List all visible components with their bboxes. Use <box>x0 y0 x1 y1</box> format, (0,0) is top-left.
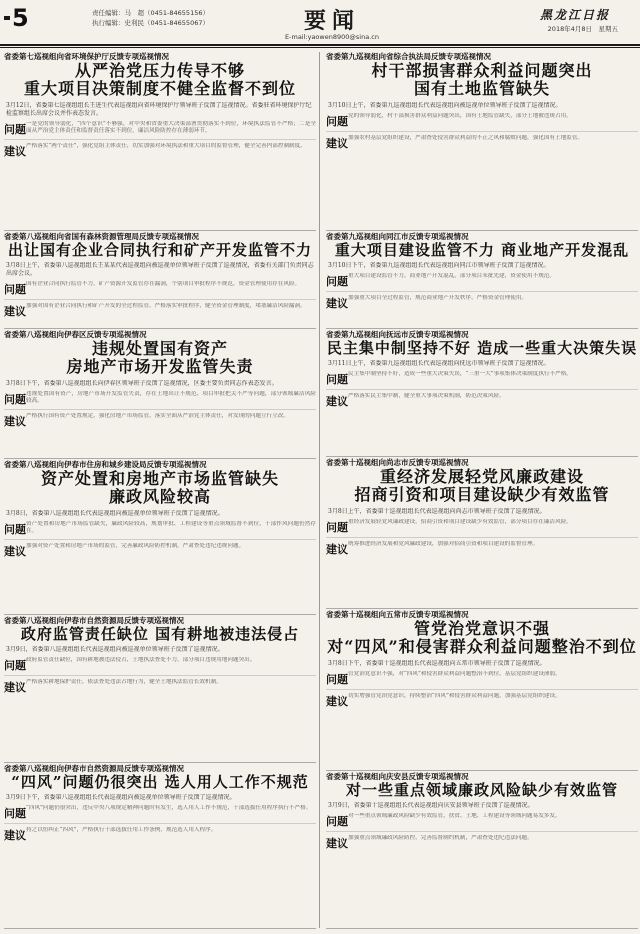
article-lead: 3月12日，省委第七巡视组组长王进生代表巡视组向省环境保护厅领导班子反馈了巡视情况。省委驻省环境保护厅纪检监察组长出席会议并作表态发言。 <box>6 101 312 117</box>
problem-body <box>348 813 638 829</box>
problem-label: 问题 <box>326 672 348 686</box>
article <box>326 330 638 457</box>
article-kicker: 省委第九巡视组向省综合执法局反馈专项巡视情况 <box>326 52 491 61</box>
suggestion-body <box>348 135 638 151</box>
problem-text: “四风”问题仍很突出，违反中央八项规定精神问题时有发生，选人用人工作不规范，干部选拔任用程序执行不严格。 <box>26 805 312 812</box>
article-subheadline: 房地产市场开发监管失责 <box>66 358 254 377</box>
suggestion-text: 严格落实民主集中制，健全重大事项决策机制，防范决策风险。 <box>348 393 505 400</box>
problem-text: 国有企业合同执行监管不力，矿产资源开发监管存在漏洞，个别项目审批程序不规范，资金管理使用存在风险。 <box>26 281 301 288</box>
section-divider <box>4 409 316 410</box>
section-divider <box>4 299 316 300</box>
suggestion-text: 切实增强管党治党意识，持续整治“四风”和侵害群众利益问题，加强基层党组织建设。 <box>348 692 561 699</box>
suggestion-block <box>4 303 316 319</box>
section-title: 要闻 <box>303 8 360 34</box>
problem-body <box>348 113 638 129</box>
suggestion-text: 加强重大项目全过程监管，规范商业地产开发秩序，严格资金管理使用。 <box>348 295 528 302</box>
page-number-mark <box>4 16 10 20</box>
problem-body <box>26 805 316 821</box>
article-headline: “四风”问题仍很突出 选人用人工作不规范 <box>11 774 309 791</box>
suggestion-block <box>4 679 316 695</box>
article <box>326 232 638 329</box>
article-headline: 出让国有企业合同执行和矿产开发监管不力 <box>7 242 312 259</box>
article-headline: 村干部损害群众利益问题突出 <box>371 62 593 80</box>
suggestion-body <box>348 295 638 311</box>
problem-label: 问题 <box>326 373 348 387</box>
article-kicker: 省委第八巡视组向伊春市自然资源局反馈专项巡视情况 <box>4 616 184 625</box>
suggestion-block <box>326 295 638 311</box>
problem-block <box>326 273 638 289</box>
page-number <box>4 4 50 32</box>
article-headline: 资产处置和房地产市场监管缺失 <box>40 470 279 488</box>
article-headline: 民主集中制坚持不好 造成一些重大决策失误 <box>326 340 638 357</box>
problem-label: 问题 <box>4 283 26 297</box>
suggestion-label: 建议 <box>326 395 348 409</box>
article-kicker: 省委第八巡视组向伊春区反馈专项巡视情况 <box>4 330 147 339</box>
problem-body <box>26 657 316 673</box>
article <box>326 772 638 929</box>
article-kicker: 省委第九巡视组向同江市反馈专项巡视情况 <box>326 232 469 241</box>
problem-block <box>326 113 638 129</box>
issue-date: 2018年4月8日 星期五 <box>547 25 618 33</box>
problem-text: 政府监管责任缺位，国有耕地被违法侵占，土地执法查处不力，部分项目违规用地问题突出。 <box>26 657 256 664</box>
suggestion-label: 建议 <box>326 837 348 851</box>
article-lead: 3月8日上午，省委第八巡视组组长王某某代表巡视组向被巡视单位领导班子反馈了巡视情况，省委有关部门负责同志出席会议。 <box>6 262 314 278</box>
problem-label: 问题 <box>326 114 348 128</box>
masthead: 黑龙江日报 <box>539 8 610 22</box>
problem-body <box>26 281 316 297</box>
article-kicker: 省委第十巡视组向五常市反馈专项巡视情况 <box>326 610 469 619</box>
problem-text: 管党治党意识不强，对“四风”和侵害群众利益问题整治不到位，基层党组织建设薄弱。 <box>348 670 561 677</box>
problem-block <box>326 813 638 829</box>
article <box>326 610 638 771</box>
article <box>4 232 316 329</box>
editor-line: 责任编辑：马 超（0451-84655156） <box>92 9 209 17</box>
problem-block <box>326 671 638 687</box>
article-kicker: 省委第九巡视组向抚远市反馈专项巡视情况 <box>326 330 469 339</box>
suggestion-block <box>4 827 316 843</box>
section-divider <box>4 539 316 540</box>
suggestion-body <box>26 543 316 559</box>
editor-credits <box>92 8 209 28</box>
suggestion-body <box>26 679 316 695</box>
suggestion-label: 建议 <box>326 694 348 708</box>
suggestion-label: 建议 <box>4 544 26 558</box>
suggestion-text: 加强对国有企业合同执行和矿产开发的全过程监管，严格落实审批程序，健全资金管理制度，堵塞廉洁风险漏洞。 <box>26 303 306 310</box>
suggestion-text: 严格落实耕地保护责任，依法查处违法占地行为，健全土地执法监管长效机制。 <box>26 679 222 686</box>
article-kicker: 省委第十巡视组向庆安县反馈专项巡视情况 <box>326 772 469 781</box>
suggestion-body <box>26 143 316 159</box>
suggestion-block <box>4 413 316 429</box>
problem-block <box>4 281 316 297</box>
section-divider <box>326 131 638 132</box>
suggestion-block <box>4 543 316 559</box>
suggestion-label: 建议 <box>4 305 26 319</box>
article-kicker: 省委第十巡视组向尚志市反馈专项巡视情况 <box>326 458 469 467</box>
problem-label: 问题 <box>326 520 348 534</box>
problem-label: 问题 <box>4 122 26 136</box>
article-headline: 政府监管责任缺位 国有耕地被违法侵占 <box>20 626 300 643</box>
problem-text: 违规处置国有资产，房地产市场开发监管失责，存在土地出让不规范、项目审批把关不严等问题，部分领域廉洁风险较高。 <box>26 390 316 405</box>
article-headline: 重经济发展轻党风廉政建设 <box>379 468 584 486</box>
suggestion-text: 加强对资产处置和房地产市场的监管，完善廉政风险防控机制，严肃查处违纪违规问题。 <box>26 542 245 549</box>
article-lead: 3月8日下午，省委第八巡视组组长向伊春区领导班子反馈了巡视情况，区委主要负责同志作表态发言。 <box>6 379 278 387</box>
problem-block <box>326 519 638 535</box>
section-divider <box>326 689 638 690</box>
suggestion-text: 加强重点领域廉政风险防控，完善监督制约机制，严肃查处违纪违法问题。 <box>348 835 533 842</box>
problem-text: 重经济发展轻党风廉政建设，招商引资和项目建设缺少有效监管，部分项目存在廉洁风险。 <box>348 518 572 525</box>
section-divider <box>326 291 638 292</box>
section-divider <box>4 139 316 140</box>
article-headline: 从严治党压力传导不够 <box>74 62 245 80</box>
article-subheadline: 招商引资和项目建设缺少有效监管 <box>354 486 610 505</box>
section-divider <box>4 823 316 824</box>
article <box>4 52 316 231</box>
suggestion-label: 建议 <box>326 297 348 311</box>
suggestion-body <box>348 693 638 709</box>
problem-text: 党的领导弱化，村干部损害群众利益问题突出，国有土地监管缺失，部分土地被违规占用。 <box>348 112 572 119</box>
section-divider <box>326 537 638 538</box>
article-kicker: 省委第七巡视组向省环境保护厅反馈专项巡视情况 <box>4 52 169 61</box>
problem-body <box>26 391 316 407</box>
suggestion-body <box>348 541 638 557</box>
suggestion-block <box>326 541 638 557</box>
article <box>4 764 316 929</box>
problem-body <box>26 121 316 137</box>
article-kicker: 省委第八巡视组向伊春市住房和城乡建设局反馈专项巡视情况 <box>4 460 207 469</box>
proof-line: 执行编辑：史利民（0451-84655067） <box>92 19 209 27</box>
suggestion-text: 严格落实“两个责任”，强化党组主体责任，切实加强对环境执法和重大项目的监督管理，健全完善内部控制制度。 <box>26 142 306 149</box>
problem-block <box>4 805 316 821</box>
problem-label: 问题 <box>326 275 348 289</box>
header-rule <box>0 44 640 46</box>
email: E-mail:yaowen8900@sina.cn <box>285 33 379 41</box>
header-rule-thin <box>0 47 640 48</box>
suggestion-label: 建议 <box>326 542 348 556</box>
suggestion-body <box>26 413 316 429</box>
problem-body <box>26 521 316 537</box>
article-lead: 3月9日，省委第八巡视组组长代表巡视组向被巡视单位领导班子反馈了巡视情况。 <box>6 646 224 654</box>
suggestion-body <box>348 393 638 409</box>
article <box>4 330 316 459</box>
suggestion-block <box>326 693 638 709</box>
suggestion-label: 建议 <box>326 136 348 150</box>
article <box>4 616 316 763</box>
section-divider <box>326 389 638 390</box>
suggestion-label: 建议 <box>4 414 26 428</box>
article-headline: 管党治党意识不强 <box>413 620 550 638</box>
article-lead: 3月8日，省委第八巡视组组长代表巡视组向被巡视单位领导班子反馈了巡视情况。 <box>6 509 224 517</box>
suggestion-block <box>326 135 638 151</box>
article-headline: 违规处置国有资产 <box>91 340 228 358</box>
article-subheadline: 国有土地监管缺失 <box>413 80 550 99</box>
problem-text: 资产处置和房地产市场监管缺失，廉政风险较高，规划审批、工程建设等重点领域监督不到位，干部作风问题仍然存在。 <box>26 520 316 535</box>
problem-block <box>4 391 316 407</box>
article-lead: 3月9日下午，省委第八巡视组组长代表巡视组向被巡视单位领导班子反馈了巡视情况。 <box>6 794 236 802</box>
article-subheadline: 重大项目决策制度不健全监督不到位 <box>23 80 296 99</box>
problem-block <box>4 521 316 537</box>
problem-body <box>348 371 638 387</box>
problem-text: 一是党的领导弱化，“四个意识”不够强，对中央和省委重大决策部署贯彻落实不到位，环境执法监管不严格；二是全面从严治党主体责任和监督责任落实不到位，廉洁风险防控存在薄弱环节。 <box>26 120 316 135</box>
problem-label: 问题 <box>4 659 26 673</box>
page-number-value: 5 <box>12 4 29 32</box>
article <box>4 460 316 615</box>
problem-body <box>348 671 638 687</box>
suggestion-block <box>326 835 638 851</box>
suggestion-text: 严格执行国有资产处置规定，强化房地产市场监管，落实全面从严治党主体责任，对发现的问题立行立改。 <box>26 412 289 419</box>
article-subheadline: 对“四风”和侵害群众利益问题整治不到位 <box>327 638 637 657</box>
suggestion-text: 统筹推进经济发展和党风廉政建设，加强对招商引资和项目建设的监督管理。 <box>348 540 539 547</box>
problem-body <box>348 519 638 535</box>
suggestion-block <box>326 393 638 409</box>
problem-block <box>326 371 638 387</box>
suggestion-body <box>26 827 316 843</box>
article-kicker: 省委第八巡视组向伊春市自然资源局反馈专项巡视情况 <box>4 764 184 773</box>
article <box>326 52 638 231</box>
suggestion-body <box>26 303 316 319</box>
suggestion-label: 建议 <box>4 144 26 158</box>
problem-text: 对一些重点领域廉政风险缺少有效监管，扶贫、土地、工程建设等领域问题易发多发。 <box>348 813 561 820</box>
article-lead: 3月9日，省委第十巡视组组长代表巡视组向庆安县领导班子反馈了巡视情况。 <box>328 802 534 810</box>
article-headline: 重大项目建设监管不力 商业地产开发混乱 <box>334 242 630 259</box>
article-lead: 3月11日上午，省委第九巡视组组长代表巡视组向抚远市领导班子反馈了巡视情况。 <box>328 360 550 368</box>
suggestion-text: 加强农村基层党组织建设，严肃查处侵害群众利益的不正之风和腐败问题，强化国有土地监管。 <box>348 134 583 141</box>
suggestion-body <box>348 835 638 851</box>
problem-label: 问题 <box>4 522 26 536</box>
problem-label: 问题 <box>326 815 348 829</box>
article-lead: 3月10日下午，省委第九巡视组组长代表巡视组向同江市领导班子反馈了巡视情况。 <box>328 262 550 270</box>
article-lead: 3月8日下午，省委第十巡视组组长代表巡视组向五常市领导班子反馈了巡视情况。 <box>328 659 546 667</box>
article-kicker: 省委第八巡视组向省国有森林资源管理局反馈专项巡视情况 <box>4 232 199 241</box>
article-headline: 对一些重点领域廉政风险缺少有效监管 <box>345 782 618 799</box>
suggestion-label: 建议 <box>4 829 26 843</box>
section-divider <box>4 675 316 676</box>
problem-label: 问题 <box>4 807 26 821</box>
section-divider <box>326 831 638 832</box>
suggestion-label: 建议 <box>4 681 26 695</box>
suggestion-block <box>4 143 316 159</box>
problem-label: 问题 <box>4 392 26 406</box>
article <box>326 458 638 609</box>
article-subheadline: 廉政风险较高 <box>108 488 211 507</box>
problem-text: 重大项目建设监管不力，商业地产开发混乱，部分项目未批先建，资金使用不规范。 <box>348 273 555 280</box>
suggestion-text: 持之以恒纠正“四风”，严格执行干部选拔任用工作条例，规范选人用人程序。 <box>26 827 217 834</box>
article-lead: 3月10日上午，省委第九巡视组组长代表巡视组向被巡视单位领导班子反馈了巡视情况。 <box>328 101 562 109</box>
problem-body <box>348 273 638 289</box>
column-divider <box>319 52 320 928</box>
problem-block <box>4 657 316 673</box>
page-header <box>0 0 640 46</box>
article-lead: 3月8日上午，省委第十巡视组组长代表巡视组向尚志市领导班子反馈了巡视情况。 <box>328 507 546 515</box>
problem-text: 民主集中制坚持不好，造成一些重大决策失误，“三重一大”事项集体决策制度执行不严格。 <box>348 371 572 378</box>
problem-block <box>4 121 316 137</box>
